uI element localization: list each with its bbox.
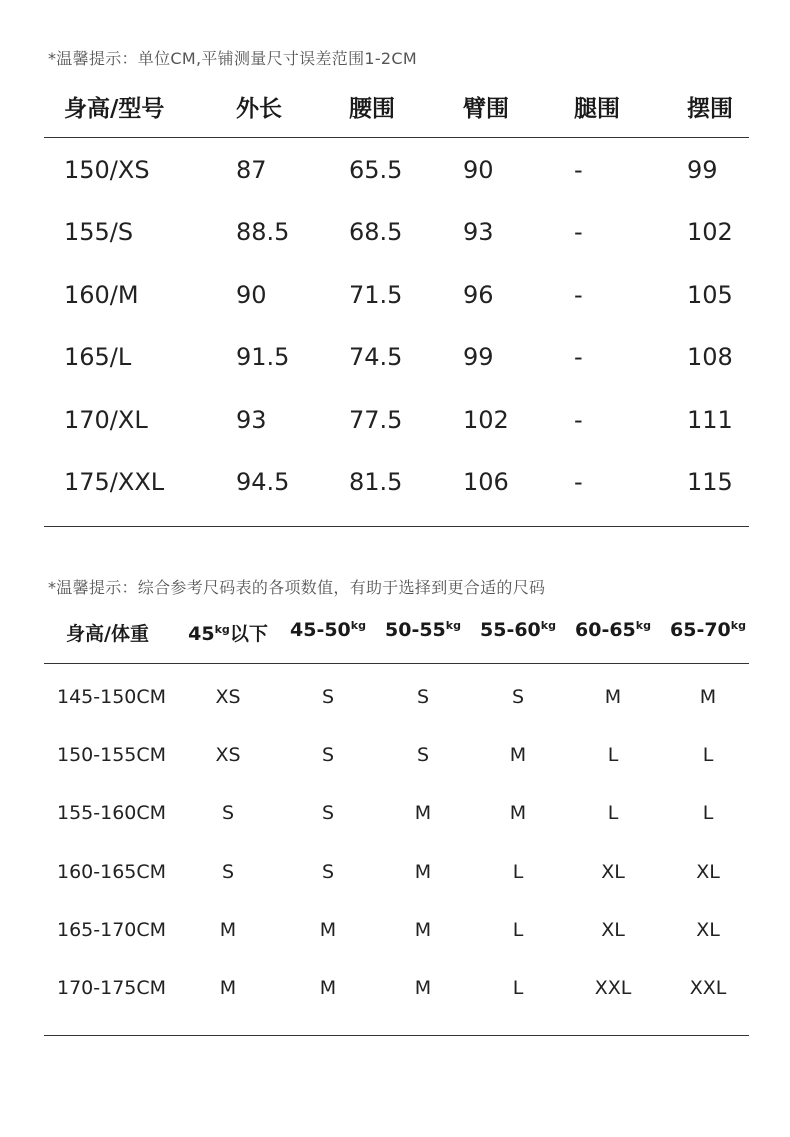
cell-hem: 115 [687, 468, 733, 496]
cell-size: 165/L [64, 343, 132, 371]
cell-size: M [509, 802, 527, 824]
cell-height-range: 165-170CM [57, 919, 167, 941]
cell-leg: - [574, 468, 583, 496]
cell-size: XXL [594, 977, 632, 999]
size-guide-note: *温馨提示：综合参考尺码表的各项数值，有助于选择到更合适的尺码 [48, 578, 546, 597]
table2-header-divider [44, 663, 749, 664]
cell-outer-length: 91.5 [236, 343, 290, 371]
cell-size: L [607, 744, 619, 766]
cell-height-range: 170-175CM [57, 977, 167, 999]
cell-size: 170/XL [64, 406, 148, 434]
cell-size: M [219, 977, 237, 999]
cell-arm: 99 [463, 343, 494, 371]
cell-waist: 68.5 [349, 218, 403, 246]
cell-size: 150/XS [64, 156, 150, 184]
cell-size: S [511, 686, 525, 708]
header-outer-length: 外长 [236, 96, 282, 122]
cell-size: M [219, 919, 237, 941]
cell-outer-length: 94.5 [236, 468, 290, 496]
cell-size: M [414, 977, 432, 999]
cell-height-range: 150-155CM [57, 744, 167, 766]
cell-leg: - [574, 281, 583, 309]
header-hem: 摆围 [687, 96, 733, 122]
cell-size: XS [215, 744, 241, 766]
cell-size: M [699, 686, 717, 708]
cell-size: S [221, 861, 235, 883]
table2-bottom-divider [44, 1035, 749, 1036]
cell-arm: 96 [463, 281, 494, 309]
cell-arm: 93 [463, 218, 494, 246]
cell-arm: 102 [463, 406, 509, 434]
cell-size: S [321, 802, 335, 824]
cell-leg: - [574, 156, 583, 184]
cell-hem: 108 [687, 343, 733, 371]
header-waist: 腰围 [349, 96, 395, 122]
cell-size: S [321, 744, 335, 766]
header-weight-range: $45^{kg}$以下 [188, 623, 268, 645]
cell-size: L [512, 977, 524, 999]
cell-arm: 106 [463, 468, 509, 496]
cell-size: XL [696, 861, 720, 883]
cell-size: XL [601, 861, 625, 883]
cell-size: S [321, 861, 335, 883]
cell-size: 160/M [64, 281, 139, 309]
cell-size: M [414, 919, 432, 941]
table1-bottom-divider [44, 526, 749, 527]
cell-outer-length: 87 [236, 156, 267, 184]
cell-outer-length: 88.5 [236, 218, 290, 246]
cell-waist: 74.5 [349, 343, 403, 371]
header-leg: 腿围 [574, 96, 620, 122]
cell-size: 175/XXL [64, 468, 165, 496]
cell-leg: - [574, 406, 583, 434]
cell-size: M [414, 802, 432, 824]
header-weight-range: $45-50^{kg}$ [290, 619, 366, 641]
cell-waist: 81.5 [349, 468, 403, 496]
cell-leg: - [574, 218, 583, 246]
cell-size: L [607, 802, 619, 824]
cell-outer-length: 90 [236, 281, 267, 309]
cell-size: M [319, 977, 337, 999]
header-weight-range: $60-65^{kg}$ [575, 619, 651, 641]
cell-size: S [416, 744, 430, 766]
cell-leg: - [574, 343, 583, 371]
cell-size: XXL [689, 977, 727, 999]
measurement-note: *温馨提示：单位CM,平铺测量尺寸误差范围1-2CM [48, 49, 417, 68]
cell-waist: 77.5 [349, 406, 403, 434]
cell-size: L [702, 802, 714, 824]
cell-size: M [604, 686, 622, 708]
cell-size: M [509, 744, 527, 766]
cell-size: L [702, 744, 714, 766]
cell-size: S [416, 686, 430, 708]
header-weight-range: $55-60^{kg}$ [480, 619, 556, 641]
cell-hem: 99 [687, 156, 718, 184]
header-weight-range: $50-55^{kg}$ [385, 619, 461, 641]
cell-size: S [321, 686, 335, 708]
cell-size: L [512, 861, 524, 883]
cell-size: XL [601, 919, 625, 941]
cell-size: XL [696, 919, 720, 941]
table1-header-divider [44, 137, 749, 138]
cell-waist: 65.5 [349, 156, 403, 184]
cell-hem: 111 [687, 406, 733, 434]
cell-height-range: 155-160CM [57, 802, 167, 824]
cell-waist: 71.5 [349, 281, 403, 309]
cell-size: S [221, 802, 235, 824]
cell-hem: 102 [687, 218, 733, 246]
header-height-weight: 身高/体重 [66, 623, 149, 645]
cell-size: M [319, 919, 337, 941]
cell-height-range: 145-150CM [57, 686, 167, 708]
cell-height-range: 160-165CM [57, 861, 167, 883]
cell-arm: 90 [463, 156, 494, 184]
cell-hem: 105 [687, 281, 733, 309]
header-height-size: 身高/型号 [64, 96, 165, 122]
size-table-header [0, 86, 790, 122]
cell-outer-length: 93 [236, 406, 267, 434]
cell-size: XS [215, 686, 241, 708]
header-arm: 臂围 [463, 96, 509, 122]
cell-size: M [414, 861, 432, 883]
header-weight-range: $65-70^{kg}$ [670, 619, 746, 641]
cell-size: L [512, 919, 524, 941]
cell-size: 155/S [64, 218, 134, 246]
